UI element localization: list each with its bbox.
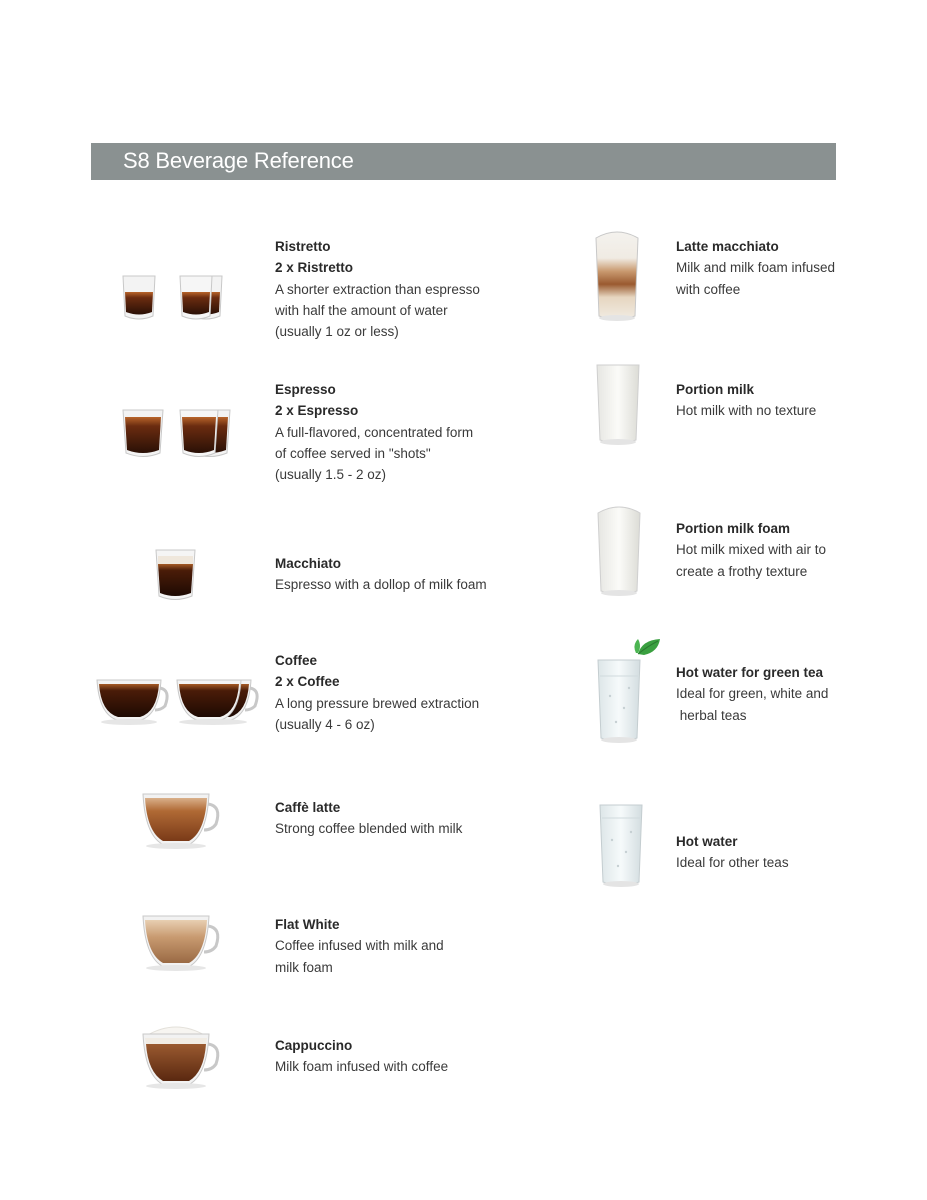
beverage-description-line: create a frothy texture xyxy=(676,563,808,579)
beverage-subtitle: 2 x Coffee xyxy=(275,674,340,690)
beverage-description-line: Ideal for other teas xyxy=(676,855,789,871)
beverage-description-line: herbal teas xyxy=(676,707,747,723)
beverage-title: Coffee xyxy=(275,653,318,668)
beverage-description-line: Espresso with a dollop of milk foam xyxy=(275,577,487,593)
beverage-title: Latte macchiato xyxy=(676,239,779,254)
beverage-description-line: Coffee infused with milk and xyxy=(275,938,444,954)
beverage-title: Macchiato xyxy=(275,556,342,571)
beverage-title: Portion milk foam xyxy=(676,521,791,536)
beverage-title: Caffè latte xyxy=(275,800,341,815)
beverage-description-line: A shorter extraction than espresso xyxy=(275,281,480,297)
beverage-description-line: (usually 4 - 6 oz) xyxy=(275,716,375,732)
beverage-subtitle: 2 x Espresso xyxy=(275,403,359,419)
beverage-description-line: Milk and milk foam infused xyxy=(676,260,836,276)
cappuccino-cup-icon xyxy=(140,1020,225,1090)
beverage-portion-milk xyxy=(676,379,816,422)
beverage-title: Portion milk xyxy=(676,382,755,397)
beverage-description-line: of coffee served in "shots" xyxy=(275,445,431,461)
page-title: S8 Beverage Reference xyxy=(123,148,354,173)
beverage-cappuccino xyxy=(275,1035,448,1078)
beverage-description-line: with coffee xyxy=(676,281,741,297)
macchiato-glass-icon xyxy=(153,546,198,604)
header-bar xyxy=(91,143,836,180)
beverage-title: Ristretto xyxy=(275,239,331,254)
beverage-title: Hot water for green tea xyxy=(676,665,824,680)
two-espresso-glasses-icon xyxy=(106,405,231,465)
hot-water-glass-icon xyxy=(598,802,644,890)
beverage-description-line: (usually 1 oz or less) xyxy=(275,324,399,340)
beverage-title: Flat White xyxy=(275,917,340,932)
beverage-portion-milk-foam xyxy=(676,518,826,582)
beverage-title: Espresso xyxy=(275,382,336,397)
two-ristretto-glasses-icon xyxy=(118,270,233,325)
flat-white-cup-icon xyxy=(140,912,225,972)
milk-foam-glass-icon xyxy=(596,503,642,599)
beverage-description-line: (usually 1.5 - 2 oz) xyxy=(275,467,387,483)
beverage-description-line: A full-flavored, concentrated form xyxy=(275,424,474,440)
beverage-hot-water xyxy=(676,831,789,874)
beverage-description-line: with half the amount of water xyxy=(275,302,448,318)
beverage-subtitle: 2 x Ristretto xyxy=(275,260,354,276)
beverage-description-line: Hot milk with no texture xyxy=(676,403,817,419)
beverage-description-line: Strong coffee blended with milk xyxy=(275,821,463,837)
beverage-latte-macchiato xyxy=(676,236,835,300)
beverage-title: Cappuccino xyxy=(275,1038,353,1053)
beverage-espresso xyxy=(275,379,473,485)
beverage-coffee xyxy=(275,650,479,735)
beverage-description-line: A long pressure brewed extraction xyxy=(275,695,480,711)
beverage-flat-white xyxy=(275,914,444,978)
beverage-description-line: milk foam xyxy=(275,959,333,975)
green-tea-water-glass-icon xyxy=(596,636,666,746)
beverage-title: Hot water xyxy=(676,834,738,849)
beverage-macchiato xyxy=(275,553,487,596)
latte-macchiato-glass-icon xyxy=(593,228,641,324)
beverage-description-line: Hot milk mixed with air to xyxy=(676,542,827,558)
caffe-latte-cup-icon xyxy=(140,790,225,850)
beverage-description-line: Ideal for green, white and xyxy=(676,686,829,702)
beverage-hot-water-green-tea xyxy=(676,662,828,726)
beverage-caffe-latte xyxy=(275,797,462,840)
two-coffee-cups-icon xyxy=(95,672,263,726)
portion-milk-glass-icon xyxy=(595,362,641,448)
beverage-description-line: Milk foam infused with coffee xyxy=(275,1059,449,1075)
beverage-ristretto xyxy=(275,236,480,342)
